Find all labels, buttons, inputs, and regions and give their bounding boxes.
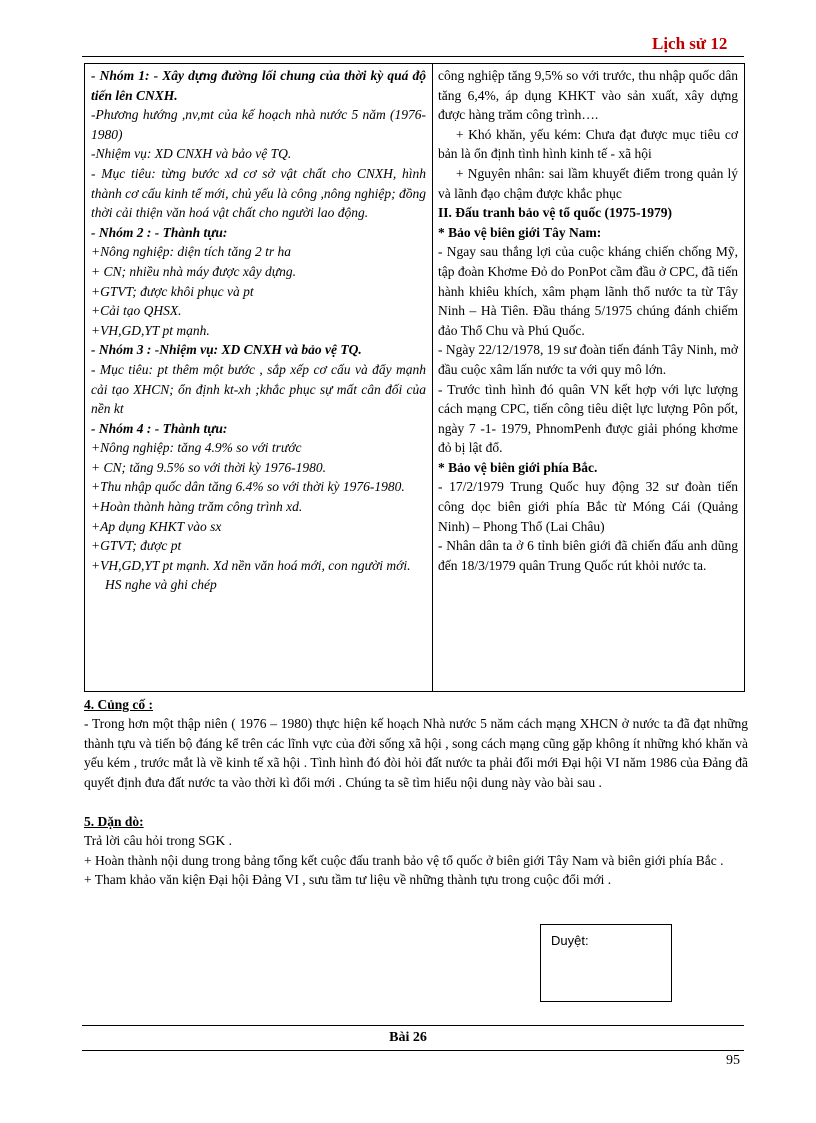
group3-line: - Nhóm 3 : -Nhiệm vụ: XD CNXH và bảo vệ TQ. — [91, 342, 362, 358]
left-line: -Nhiệm vụ: XD CNXH và bảo vệ TQ. — [91, 146, 292, 162]
left-line: +Nông nghiệp: diện tích tăng 2 tr ha — [91, 244, 291, 260]
lesson-table — [84, 63, 745, 692]
left-line: +GTVT; được pt — [91, 538, 182, 554]
page-number: 95 — [726, 1053, 740, 1068]
right-line: công nghiệp tăng 9,5% so với trước, thu nhập quốc dân tăng 6,4%, áp dụng KHKT vào sản xuất, xây dựng được hàng trăm công trình…. — [438, 68, 738, 123]
approval-box — [540, 924, 672, 1002]
section4-paragraph: - Trong hơn một thập niên ( 1976 – 1980) thực hiện kế hoạch Nhà nước 5 năm cách mạng XHCN ở nước ta đã đạt những thành tựu và tiến bộ đáng kể trên các lĩnh vực của đời sống xã hội , song cách mạng cũng gặp không ít những khó khăn và yếu kém , trước mắt là về kinh tế xã hội . Tình hình đó đòi hỏi đất nước ta phải đổi mới Đại hội VI năm 1986 của Đảng đã quyết định đưa đất nước ta vào thời kì đổi mới . Chúng ta sẽ tìm hiểu nội dung này vào bài sau . — [84, 716, 748, 790]
left-line: +Nông nghiệp: tăng 4.9% so với trước — [91, 440, 302, 456]
subject-title: Lịch sử 12 — [652, 34, 728, 53]
section4-heading-text: 4. Củng cố : — [84, 697, 154, 712]
group4-line: - Nhóm 4 : - Thành tựu: — [91, 420, 228, 436]
header-rule — [82, 56, 744, 57]
section5-heading-text: 5. Dặn dò: — [84, 814, 144, 829]
table-right-column — [433, 64, 744, 691]
left-line: + CN; tăng 9.5% so với thời kỳ 1976-1980. — [91, 459, 326, 475]
right-line: - 17/2/1979 Trung Quốc huy động 32 sư đoàn tiến công dọc biên giới phía Bắc từ Móng Cái (Quảng Ninh) – Phong Thổ (Lai Châu) — [438, 479, 738, 534]
left-line: +Hoàn thành hàng trăm công trình xd. — [91, 499, 303, 515]
section5-body — [84, 831, 748, 890]
right-line: - Ngày 22/12/1978, 19 sư đoàn tiến đánh Tây Ninh, mở đầu cuộc xâm lấn nước ta với quy mô lớn. — [438, 342, 738, 377]
approval-label: Duyệt: — [551, 933, 589, 948]
left-line: +VH,GD,YT pt mạnh. Xd nền văn hoá mới, con người mới. — [91, 557, 411, 573]
left-line: +Thu nhập quốc dân tăng 6.4% so với thời kỳ 1976-1980. — [91, 479, 405, 495]
lesson-label: Bài 26 — [389, 1030, 427, 1045]
tay-nam-heading: * Bảo vệ biên giới Tây Nam: — [438, 224, 602, 240]
right-line: - Trước tình hình đó quân VN kết hợp với lực lượng cách mạng CPC, tiến công tiêu diệt lực lượng Pôn pốt, ngày 7 -1- 1979, PhnomPenh được giải phóng khơme đỏ bị lật đổ. — [438, 381, 738, 456]
left-line: - Mục tiêu: pt thêm một bước , sắp xếp cơ cấu và đẩy mạnh cải tạo XHCN; ổn định kt-xh ;khắc phục sự mất cân đối của nền kt — [91, 361, 426, 417]
footer-rule-bottom — [82, 1050, 744, 1051]
left-line: HS nghe và ghi chép — [105, 577, 217, 593]
group1-line — [91, 66, 426, 105]
left-line: - Mục tiêu: từng bước xd cơ sở vật chất cho CNXH, hình thành cơ cấu kinh tế mới, chủ yếu là công ,nông nghiệp; đồng thời cải thiện văn hoá vật chất cho người lao động. — [91, 165, 426, 221]
right-line: - Ngay sau thắng lợi của cuộc kháng chiến chống Mỹ, tập đoàn Khơme Đỏ do PonPot cầm đầu ở CPC, đã tiến hành khiêu khích, xâm phạm lãnh thổ nước ta từ Tây Ninh – Hà Tiên. Đầu tháng 5/1975 chúng đánh chiếm đảo Thổ Chu và Phú Quốc. — [438, 244, 738, 338]
left-line: +Cải tạo QHSX. — [91, 303, 182, 319]
section4-body — [84, 714, 748, 792]
right-line: + Khó khăn, yếu kém: Chưa đạt được mục tiêu cơ bản là ổn định tình hình kinh tế - xã hội — [438, 126, 738, 162]
left-line: +GTVT; được khôi phục và pt — [91, 283, 254, 299]
right-line: + Nguyên nhân: sai lầm khuyết điểm trong quản lý và lãnh đạo chậm được khắc phục — [438, 165, 738, 201]
section5-line: + Hoàn thành nội dung trong bảng tổng kết cuộc đấu tranh bảo vệ tổ quốc ở biên giới Tây Nam và biên giới phía Bắc . — [84, 852, 724, 868]
section5-heading — [84, 812, 748, 832]
section-ii-heading: II. Đấu tranh bảo vệ tổ quốc (1975-1979) — [438, 205, 673, 221]
footer-rule-top — [82, 1025, 744, 1026]
left-line: +Ap dụng KHKT vào sx — [91, 518, 222, 534]
right-line: - Nhân dân ta ở 6 tỉnh biên giới đã chiến đấu anh dũng đến 18/3/1979 quân Trung Quốc rút khỏi nước ta. — [438, 538, 738, 573]
group1-label: - Nhóm 1: - Xây dựng đường lối chung của thời kỳ quá độ tiến lên CNXH. — [91, 68, 426, 103]
section5-line: Trả lời câu hỏi trong SGK . — [84, 833, 233, 848]
left-line: + CN; nhiều nhà máy được xây dựng. — [91, 263, 297, 279]
group2-line: - Nhóm 2 : - Thành tựu: — [91, 224, 228, 240]
section4-heading — [84, 695, 748, 715]
left-line: +VH,GD,YT pt mạnh. — [91, 322, 210, 338]
phia-bac-heading: * Bảo vệ biên giới phía Bắc. — [438, 459, 598, 475]
table-left-column — [85, 64, 433, 691]
section5-line: + Tham khảo văn kiện Đại hội Đảng VI , sưu tầm tư liệu về những thành tựu trong cuộc đổi mới . — [84, 872, 612, 888]
left-line: -Phương hướng ,nv,mt của kế hoạch nhà nước 5 năm (1976-1980) — [91, 107, 426, 142]
